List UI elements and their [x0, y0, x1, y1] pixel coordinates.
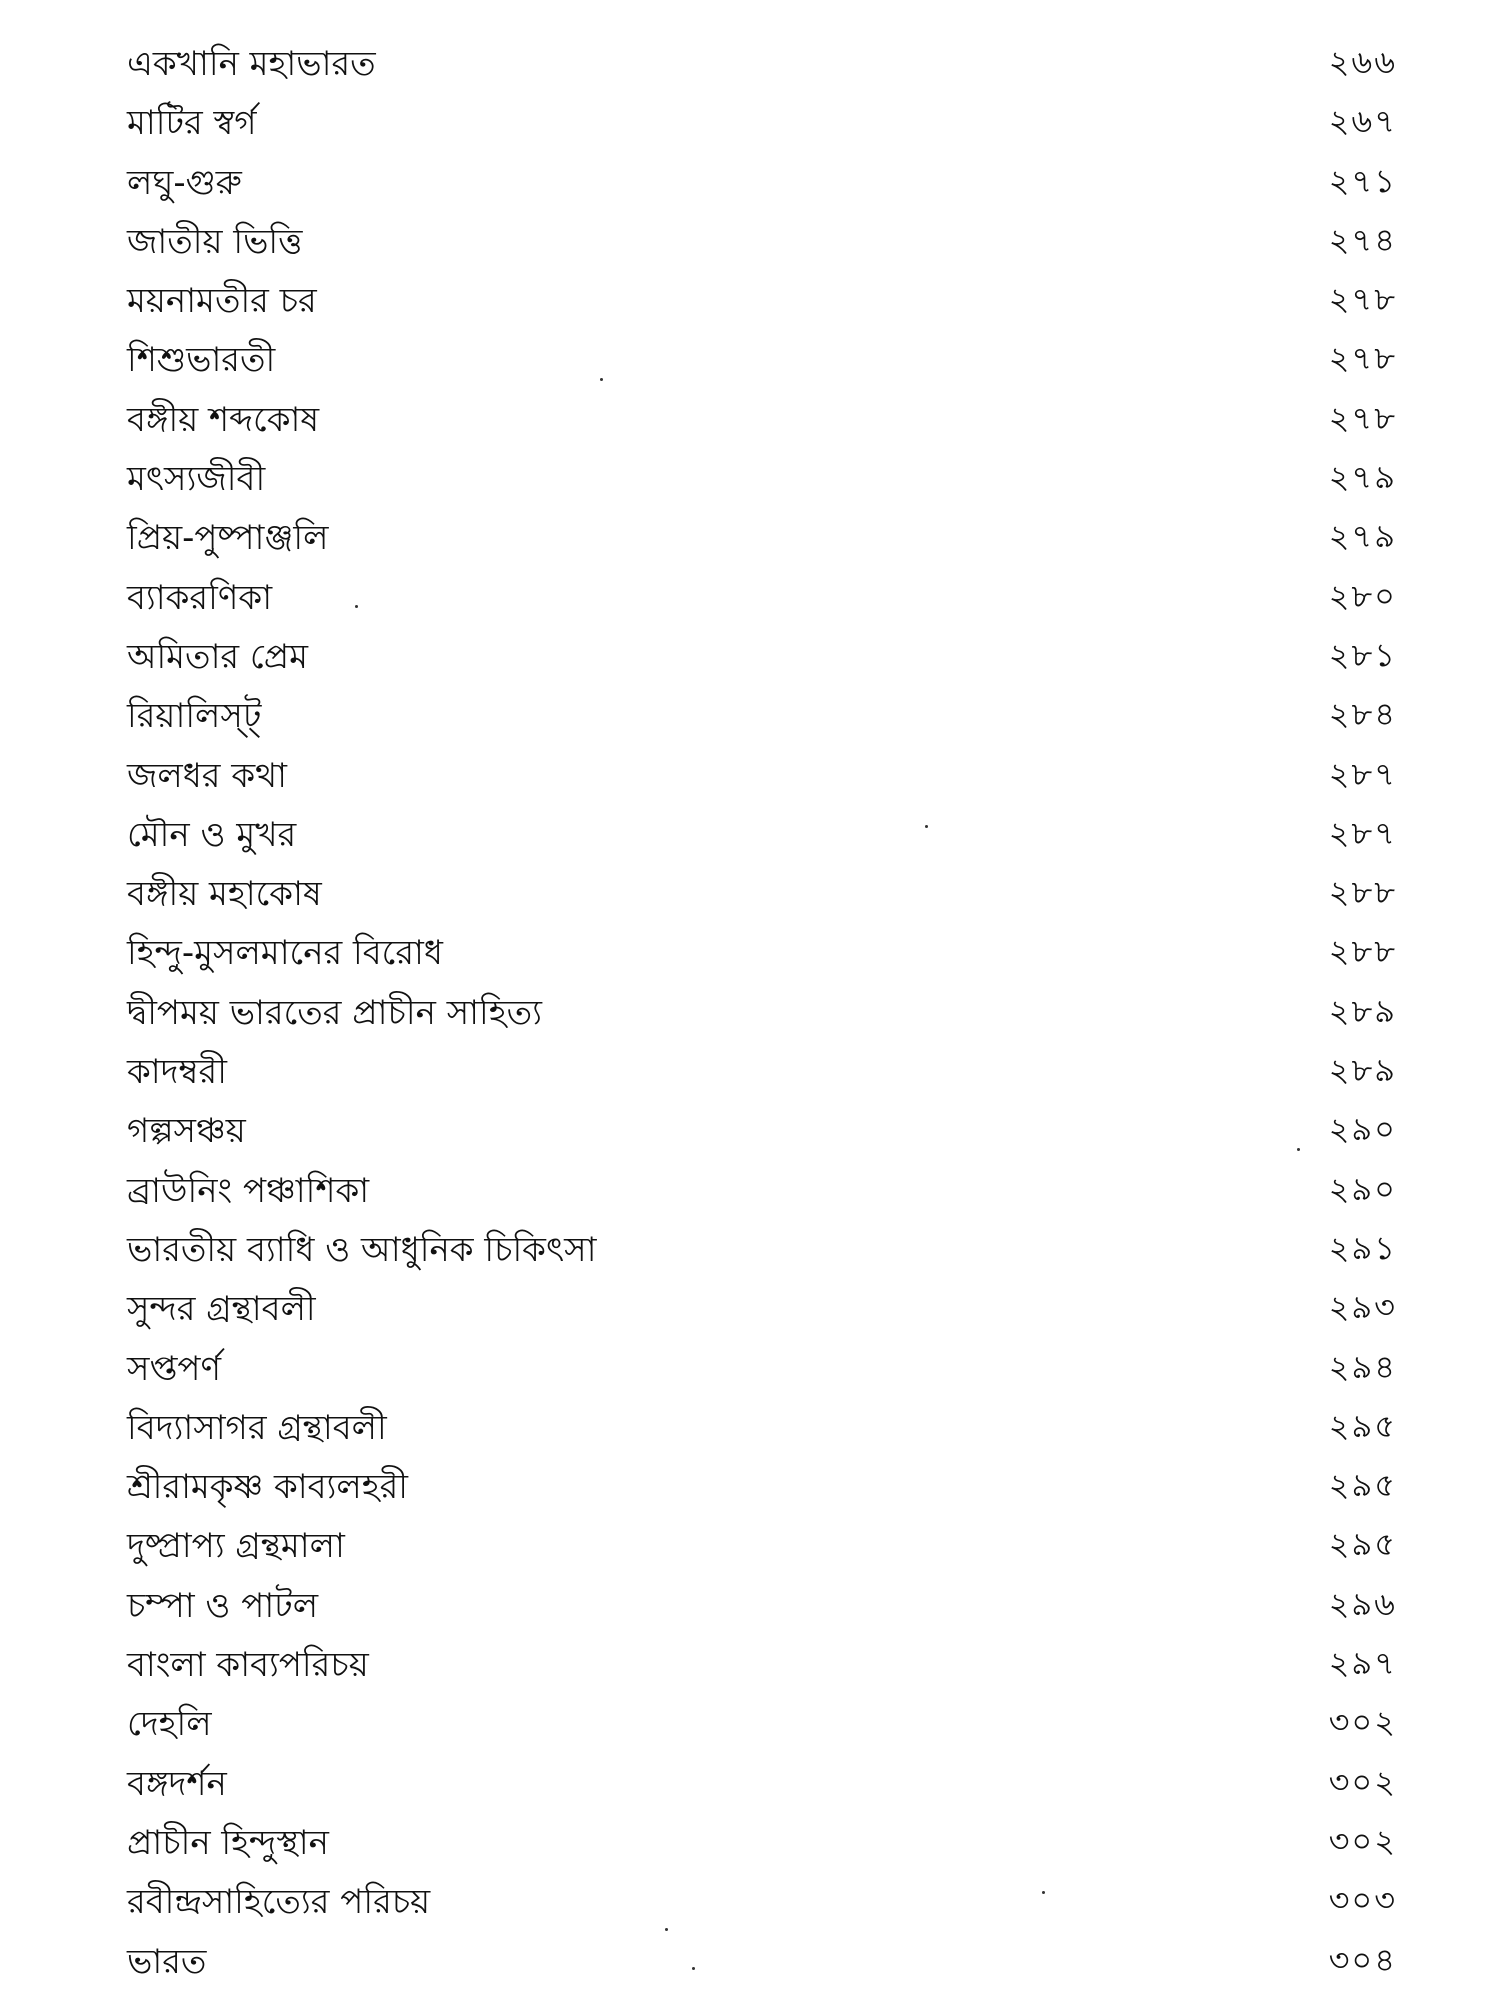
toc-entry [0, 451, 1500, 510]
toc-entry [0, 1874, 1500, 1933]
entry-page-number: ২৯৫ [1328, 1406, 1397, 1445]
toc-entry [0, 332, 1500, 391]
entry-page-number: ২৭৯ [1328, 458, 1397, 497]
scan-speck [925, 825, 928, 828]
entry-page-number: ২৮১ [1328, 635, 1397, 674]
entry-page-number: ২৮৯ [1328, 991, 1397, 1030]
entry-page-number: ২৬৭ [1328, 102, 1397, 141]
toc-entry [0, 570, 1500, 629]
scan-speck [692, 1967, 695, 1970]
entry-title: দেহলি [127, 1704, 212, 1745]
toc-entry [0, 1400, 1500, 1459]
entry-title: দ্বীপময় ভারতের প্রাচীন সাহিত্য [127, 992, 543, 1033]
entry-page-number: ২৮৭ [1328, 813, 1397, 852]
toc-entry [0, 1341, 1500, 1400]
entry-page-number: ২৭৮ [1328, 339, 1397, 378]
entry-title: ব্যাকরণিকা [127, 577, 273, 618]
entry-page-number: ২৮৭ [1328, 754, 1397, 793]
toc-entry [0, 1459, 1500, 1518]
entry-title: বঙ্গীয় শব্দকোষ [127, 399, 320, 440]
entry-title: ভারতীয় ব্যাধি ও আধুনিক চিকিৎসা [127, 1229, 597, 1270]
entry-title: প্রিয়-পুষ্পাঞ্জলি [127, 518, 329, 559]
entry-title: হিন্দু-মুসলমানের বিরোধ [127, 933, 443, 974]
entry-page-number: ৩০২ [1328, 1703, 1397, 1742]
scan-speck [665, 1928, 668, 1931]
entry-title: ভারত [127, 1941, 207, 1982]
toc-entry [0, 392, 1500, 451]
entry-page-number: ৩০৪ [1328, 1940, 1397, 1979]
toc-entry [0, 1044, 1500, 1103]
entry-page-number: ২৯৫ [1328, 1466, 1397, 1505]
entry-page-number: ৩০৩ [1328, 1881, 1397, 1920]
entry-page-number: ২৭৯ [1328, 517, 1397, 556]
entry-title: প্রাচীন হিন্দুস্থান [127, 1822, 329, 1863]
toc-entry [0, 1103, 1500, 1162]
entry-title: মাটির স্বর্গ [127, 103, 257, 144]
entry-title: বাংলা কাব্যপরিচয় [127, 1645, 369, 1686]
entry-page-number: ৩০২ [1328, 1821, 1397, 1860]
toc-entry [0, 1163, 1500, 1222]
entry-title: ময়নামতীর চর [127, 281, 317, 322]
entry-page-number: ২৯৪ [1328, 1347, 1397, 1386]
toc-entry [0, 866, 1500, 925]
toc-entry [0, 1222, 1500, 1281]
scan-speck [600, 378, 603, 381]
entry-page-number: ২৯৫ [1328, 1525, 1397, 1564]
toc-entry [0, 985, 1500, 1044]
entry-title: গল্পসঞ্চয় [127, 1111, 246, 1152]
entry-page-number: ২৬৬ [1328, 43, 1397, 81]
toc-entry [0, 1815, 1500, 1874]
entry-title: মৎস্যজীবী [127, 459, 266, 500]
entry-title: সুন্দর গ্রন্থাবলী [127, 1289, 316, 1330]
scan-speck [1042, 1891, 1045, 1894]
entry-title: দুষ্প্রাপ্য গ্রন্থমালা [127, 1526, 345, 1567]
entry-title: শিশুভারতী [127, 340, 276, 381]
entry-title: অমিতার প্রেম [127, 636, 308, 677]
entry-page-number: ২৭১ [1328, 161, 1397, 200]
entry-page-number: ২৯৩ [1328, 1288, 1397, 1327]
entry-title: রবীন্দ্রসাহিত্যের পরিচয় [127, 1882, 431, 1923]
entry-title: শ্রীরামকৃষ্ণ কাব্যলহরী [127, 1467, 408, 1508]
entry-page-number: ২৭৮ [1328, 398, 1397, 437]
toc-entry [0, 1934, 1500, 1993]
entry-page-number: ২৯১ [1328, 1228, 1397, 1267]
entry-page-number: ২৮৪ [1328, 695, 1397, 734]
toc-list [0, 36, 1500, 1993]
entry-title: চম্পা ও পাটল [127, 1585, 319, 1626]
toc-entry [0, 510, 1500, 569]
toc-entry [0, 155, 1500, 214]
toc-entry [0, 95, 1500, 154]
toc-entry [0, 1578, 1500, 1637]
toc-entry [0, 1637, 1500, 1696]
entry-page-number: ২৯০ [1328, 1110, 1397, 1149]
entry-title: মৌন ও মুখর [127, 814, 297, 855]
toc-entry [0, 1696, 1500, 1755]
entry-page-number: ২৮৯ [1328, 1051, 1397, 1090]
toc-entry [0, 807, 1500, 866]
toc-entry [0, 36, 1500, 95]
toc-entry [0, 1281, 1500, 1340]
entry-title: রিয়ালিস্ট্ [127, 696, 262, 737]
entry-title: সপ্তপর্ণ [127, 1348, 222, 1389]
toc-entry [0, 748, 1500, 807]
entry-title: বঙ্গীয় মহাকোষ [127, 874, 322, 915]
scan-speck [355, 605, 358, 608]
toc-entry [0, 1756, 1500, 1815]
entry-title: জাতীয় ভিত্তি [127, 221, 303, 262]
entry-page-number: ২৭৮ [1328, 280, 1397, 319]
entry-title: বঙ্গদর্শন [127, 1763, 227, 1804]
entry-title: জলধর কথা [127, 755, 287, 796]
entry-title: কাদম্বরী [127, 1052, 227, 1093]
toc-entry [0, 688, 1500, 747]
entry-page-number: ২৯০ [1328, 1169, 1397, 1208]
entry-title: লঘু-গুরু [127, 162, 242, 203]
entry-page-number: ২৯৭ [1328, 1644, 1397, 1683]
entry-page-number: ২৮৮ [1328, 932, 1397, 971]
entry-page-number: ২৯৬ [1328, 1584, 1397, 1623]
entry-title: একখানি মহাভারত [127, 44, 376, 84]
entry-page-number: ৩০২ [1328, 1762, 1397, 1801]
entry-page-number: ২৮৮ [1328, 873, 1397, 912]
toc-entry [0, 629, 1500, 688]
entry-page-number: ২৭৪ [1328, 220, 1397, 259]
entry-title: বিদ্যাসাগর গ্রন্থাবলী [127, 1407, 387, 1448]
scan-speck [1297, 1148, 1300, 1151]
toc-entry [0, 273, 1500, 332]
entry-page-number: ২৮০ [1328, 576, 1397, 615]
toc-entry [0, 1518, 1500, 1577]
entry-title: ব্রাউনিং পঞ্চাশিকা [127, 1170, 370, 1211]
toc-entry [0, 925, 1500, 984]
toc-entry [0, 214, 1500, 273]
